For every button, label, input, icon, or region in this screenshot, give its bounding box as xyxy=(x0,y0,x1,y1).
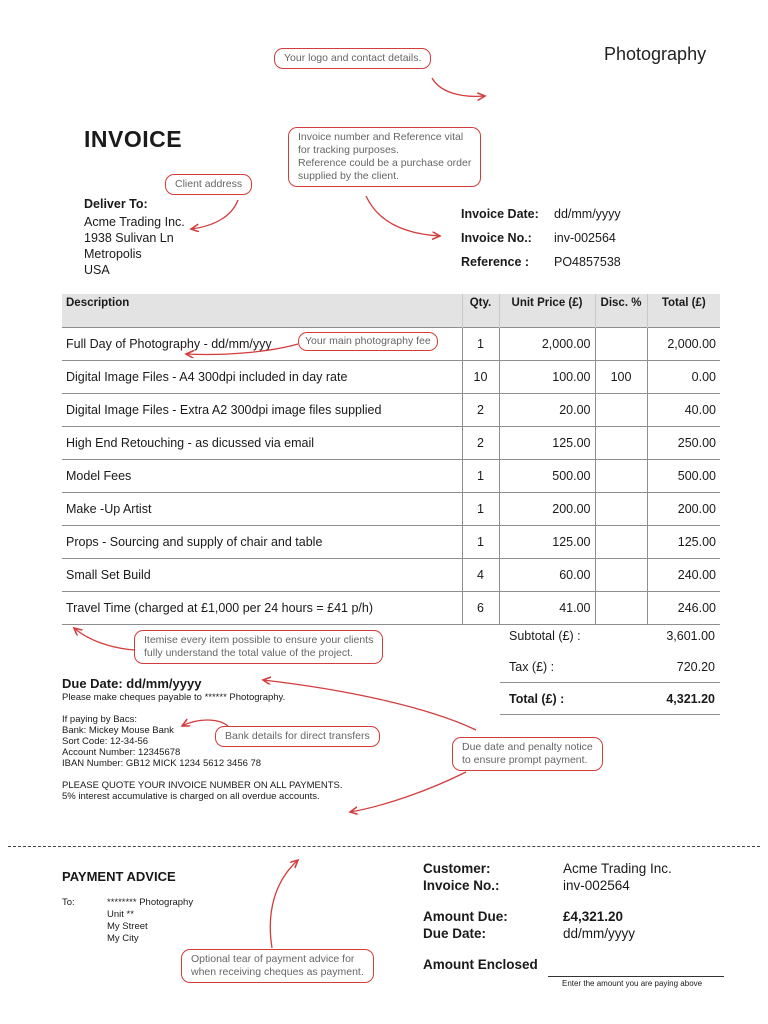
row-unit-price: 20.00 xyxy=(499,394,595,427)
row-total: 246.00 xyxy=(647,592,720,625)
row-total: 250.00 xyxy=(647,427,720,460)
row-unit-price: 100.00 xyxy=(499,361,595,394)
invoice-number-label: Invoice No.: xyxy=(461,231,532,245)
callout-invoice-number-line: supplied by the client. xyxy=(298,170,399,182)
row-qty: 2 xyxy=(462,427,499,460)
row-description: High End Retouching - as dicussed via email xyxy=(62,427,462,460)
row-total: 40.00 xyxy=(647,394,720,427)
header-discount: Disc. % xyxy=(595,294,647,328)
callout-due-date-line: Due date and penalty notice xyxy=(462,741,593,753)
row-qty: 2 xyxy=(462,394,499,427)
header-qty: Qty. xyxy=(462,294,499,328)
sort-code: Sort Code: 12-34-56 xyxy=(62,736,149,747)
callout-tear-off-line: when receiving cheques as payment. xyxy=(191,966,364,978)
row-unit-price: 2,000.00 xyxy=(499,328,595,361)
amount-due-label: Amount Due: xyxy=(423,909,508,924)
invoice-title: INVOICE xyxy=(84,126,183,152)
client-city: Metropolis xyxy=(84,247,142,261)
client-street: 1938 Sulivan Ln xyxy=(84,231,174,245)
callout-due-date-line: to ensure prompt payment. xyxy=(462,754,588,766)
row-unit-price: 41.00 xyxy=(499,592,595,625)
callout-tear-off-line: Optional tear of payment advice for xyxy=(191,953,355,965)
row-qty: 1 xyxy=(462,328,499,361)
quote-invoice-note: PLEASE QUOTE YOUR INVOICE NUMBER ON ALL PAYMENTS. xyxy=(62,780,343,791)
deliver-to-label: Deliver To: xyxy=(84,197,148,211)
total-label: Total (£) : xyxy=(509,691,565,706)
row-total: 0.00 xyxy=(647,361,720,394)
iban-number: IBAN Number: GB12 MICK 1234 5612 3456 78 xyxy=(62,758,262,769)
row-description: Digital Image Files - A4 300dpi included in day rate xyxy=(62,361,462,394)
due-date-heading: Due Date: dd/mm/yyyy xyxy=(62,676,202,691)
client-name: Acme Trading Inc. xyxy=(84,215,185,229)
advice-due-date-label: Due Date: xyxy=(423,925,487,941)
invoice-date-value: dd/mm/yyyy xyxy=(554,207,621,221)
row-qty: 10 xyxy=(462,361,499,394)
row-unit-price: 125.00 xyxy=(499,427,595,460)
row-unit-price: 60.00 xyxy=(499,559,595,592)
row-unit-price: 200.00 xyxy=(499,493,595,526)
invoice-date-label: Invoice Date: xyxy=(461,207,539,221)
arrow-itemise xyxy=(74,628,134,650)
row-qty: 6 xyxy=(462,592,499,625)
customer-label: Customer: xyxy=(423,861,491,876)
advice-due-date-value: dd/mm/yyyy xyxy=(563,925,636,941)
row-description: Make -Up Artist xyxy=(62,493,462,526)
arrow-due-date-up xyxy=(263,680,476,730)
callout-invoice-number-line: Reference could be a purchase order xyxy=(298,157,472,169)
subtotal-label: Subtotal (£) : xyxy=(509,628,581,643)
amount-enclosed-label: Amount Enclosed xyxy=(423,957,538,972)
row-description: Props - Sourcing and supply of chair and table xyxy=(62,526,462,559)
bacs-line: If paying by Bacs: xyxy=(62,714,137,725)
arrow-due-date-down xyxy=(350,772,466,812)
total-value: 4,321.20 xyxy=(666,691,715,706)
arrow-invoice-number xyxy=(366,196,440,236)
invoice-number-value: inv-002564 xyxy=(554,231,616,245)
callout-itemise-line: Itemise every item possible to ensure your clients xyxy=(144,634,374,646)
row-description: Model Fees xyxy=(62,460,462,493)
reference-value: PO4857538 xyxy=(554,255,621,269)
header-description: Description xyxy=(62,294,462,328)
row-total: 2,000.00 xyxy=(647,328,720,361)
row-description: Full Day of Photography - dd/mm/yyy xyxy=(62,328,462,361)
callout-client-address-text: Client address xyxy=(175,178,243,190)
row-total: 500.00 xyxy=(647,460,720,493)
callout-invoice-number-line: for tracking purposes. xyxy=(298,144,399,156)
advice-invoice-label: Invoice No.: xyxy=(423,877,500,893)
callout-main-fee-text: Your main photography fee xyxy=(305,335,431,347)
row-total: 240.00 xyxy=(647,559,720,592)
subtotal-value: 3,601.00 xyxy=(666,628,715,643)
row-discount: 100 xyxy=(595,361,647,394)
callout-logo-text: Your logo and contact details. xyxy=(284,52,422,64)
arrow-logo xyxy=(432,78,485,96)
tax-label: Tax (£) : xyxy=(509,659,555,674)
row-qty: 1 xyxy=(462,493,499,526)
callout-bank-details-text: Bank details for direct transfers xyxy=(225,730,370,742)
callout-itemise-line: fully understand the total value of the project. xyxy=(144,647,353,659)
payment-advice-title: PAYMENT ADVICE xyxy=(62,869,176,884)
row-unit-price: 125.00 xyxy=(499,526,595,559)
arrow-bank-details xyxy=(182,720,228,726)
header-unit-price: Unit Price (£) xyxy=(499,294,595,328)
tax-value: 720.20 xyxy=(676,659,715,674)
payee-street: My Street xyxy=(107,921,148,932)
client-country: USA xyxy=(84,263,110,277)
reference-label: Reference : xyxy=(461,255,530,269)
payee-unit: Unit ** xyxy=(107,909,134,920)
payee-city: My City xyxy=(107,933,139,944)
bank-name: Bank: Mickey Mouse Bank xyxy=(62,725,174,736)
cheques-note: Please make cheques payable to ****** Photography. xyxy=(62,692,286,703)
arrow-client-address xyxy=(191,200,238,229)
amount-due-value: £4,321.20 xyxy=(563,909,624,924)
row-qty: 1 xyxy=(462,526,499,559)
header-total: Total (£) xyxy=(647,294,720,328)
amount-enclosed-note: Enter the amount you are paying above xyxy=(562,979,703,988)
row-qty: 1 xyxy=(462,460,499,493)
arrow-main-fee xyxy=(186,344,298,355)
callout-invoice-number-line: Invoice number and Reference vital xyxy=(298,131,464,143)
interest-note: 5% interest accumulative is charged on all overdue accounts. xyxy=(62,791,320,802)
payee-name: ******** Photography xyxy=(107,897,194,908)
row-description: Travel Time (charged at £1,000 per 24 hours = £41 p/h) xyxy=(62,592,462,625)
to-label: To: xyxy=(62,897,75,908)
row-description: Small Set Build xyxy=(62,559,462,592)
row-description: Digital Image Files - Extra A2 300dpi image files supplied xyxy=(62,394,462,427)
brand-name: Photography xyxy=(604,44,707,64)
row-qty: 4 xyxy=(462,559,499,592)
row-total: 125.00 xyxy=(647,526,720,559)
account-number: Account Number: 12345678 xyxy=(62,747,181,758)
advice-invoice-value: inv-002564 xyxy=(563,877,630,893)
arrow-tear-off xyxy=(270,860,298,948)
customer-value: Acme Trading Inc. xyxy=(563,861,672,876)
row-unit-price: 500.00 xyxy=(499,460,595,493)
row-total: 200.00 xyxy=(647,493,720,526)
